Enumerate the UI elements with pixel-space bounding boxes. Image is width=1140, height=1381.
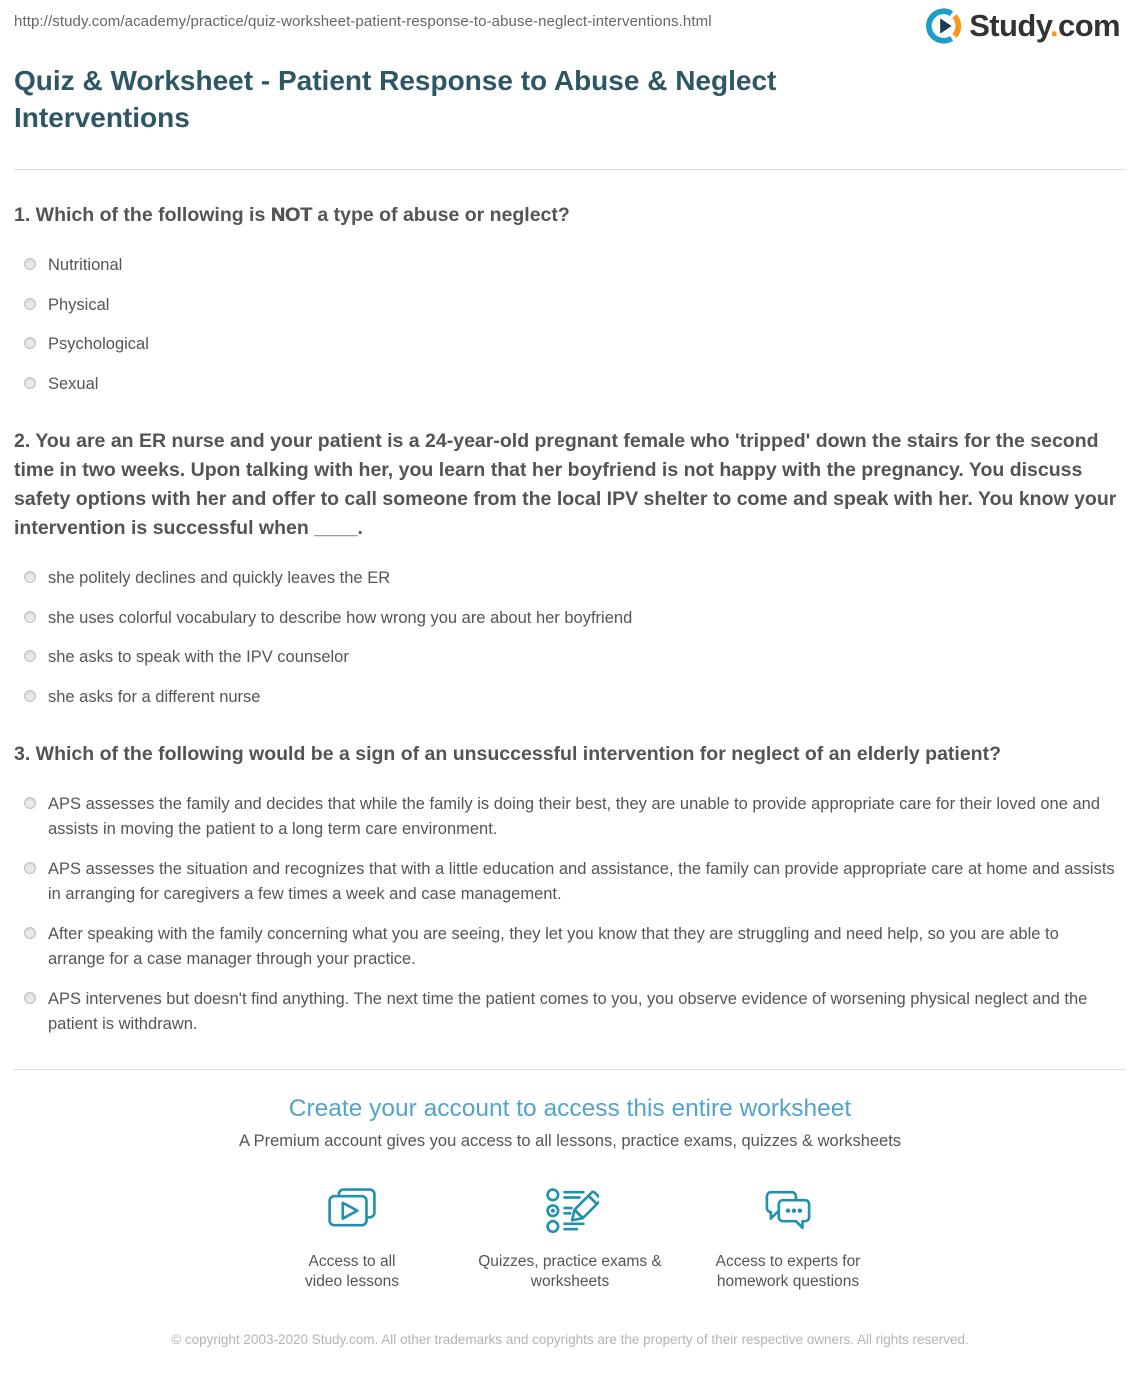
question-3-option-4[interactable]: APS intervenes but doesn't find anything. The next time the patient comes to you, you observe evidence of worsening physical neglect and the patient is withdrawn.	[24, 987, 1126, 1036]
radio-button[interactable]	[24, 690, 36, 702]
question-3-option-3[interactable]: After speaking with the family concerning what you are seeing, they let you know that they are struggling and need help, so you are able to arrange for a case manager through your practice.	[24, 922, 1126, 971]
page-footer	[14, 1331, 1126, 1381]
radio-button[interactable]	[24, 797, 36, 809]
radio-button[interactable]	[24, 298, 36, 310]
logo-dot: .	[1050, 8, 1059, 43]
not-emphasis: NOT	[270, 204, 312, 226]
question-1-heading: 1. Which of the following is NOT a type of abuse or neglect?	[14, 204, 570, 226]
radio-button[interactable]	[24, 258, 36, 270]
quiz-worksheet-icon	[541, 1183, 599, 1241]
studycom-logo[interactable]	[925, 7, 1120, 45]
radio-button[interactable]	[24, 611, 36, 623]
radio-button[interactable]	[24, 992, 36, 1004]
question-2-option-2[interactable]: she uses colorful vocabulary to describe how wrong you are about her boyfriend	[24, 606, 1126, 631]
question-3-heading: 3. Which of the following would be a sign of an unsuccessful intervention for neglect of an elderly patient?	[14, 743, 1001, 765]
question-3-options	[14, 792, 1126, 1036]
divider-top	[14, 169, 1126, 170]
feature-label: Access to all video lessons	[305, 1253, 399, 1290]
question-1-option-3[interactable]: Psychological	[24, 332, 1126, 357]
signup-title: Create your account to access this entire worksheet	[288, 1095, 852, 1122]
studycom-play-icon	[925, 7, 963, 45]
feature-label: Quizzes, practice exams & worksheets	[478, 1253, 662, 1290]
question-3-option-1[interactable]: APS assesses the family and decides that while the family is doing their best, they are unable to provide appropriate care for their loved one and assists in moving the patient to a long term care environment.	[24, 792, 1126, 841]
radio-button[interactable]	[24, 862, 36, 874]
question-3-option-2[interactable]: APS assesses the situation and recognizes that with a little education and assistance, the family can provide appropriate care at home and assists in arranging for caregivers a few times a week and case management.	[24, 857, 1126, 906]
video-lessons-icon	[323, 1183, 381, 1241]
copyright-text: © copyright 2003-2020 Study.com. All other trademarks and copyrights are the property of their respective owners. All rights reserved.	[171, 1332, 969, 1347]
feature-quizzes-worksheets	[461, 1183, 679, 1291]
chat-experts-icon	[759, 1183, 817, 1241]
studycom-wordmark: Study.com	[969, 8, 1120, 43]
feature-row	[14, 1183, 1126, 1291]
feature-video-lessons	[243, 1183, 461, 1291]
question-2-options	[14, 566, 1126, 709]
question-1-options	[14, 253, 1126, 396]
radio-button[interactable]	[24, 927, 36, 939]
question-3	[14, 740, 1126, 1036]
page-title: Quiz & Worksheet - Patient Response to Abuse & Neglect Interventions	[14, 65, 777, 133]
radio-button[interactable]	[24, 650, 36, 662]
question-2-option-4[interactable]: she asks for a different nurse	[24, 685, 1126, 710]
feature-label: Access to experts for homework questions	[715, 1253, 861, 1290]
question-1-option-4[interactable]: Sexual	[24, 372, 1126, 397]
question-2-option-1[interactable]: she politely declines and quickly leaves the ER	[24, 566, 1126, 591]
signup-subtitle: A Premium account gives you access to all lessons, practice exams, quizzes & worksheets	[238, 1132, 902, 1150]
radio-button[interactable]	[24, 337, 36, 349]
radio-button[interactable]	[24, 377, 36, 389]
question-2-heading: 2. You are an ER nurse and your patient is a 24-year-old pregnant female who 'tripped' down the stairs for the second time in two weeks. Upon talking with her, you learn that her boyfriend is not happy with the pregnancy. You discuss safety options with her and offer to call someone from the local IPV shelter to come and speak with her. You know your intervention is successful when ____.	[14, 430, 1117, 539]
question-1-option-2[interactable]: Physical	[24, 293, 1126, 318]
feature-expert-help	[679, 1183, 897, 1291]
radio-button[interactable]	[24, 571, 36, 583]
signup-band	[14, 1095, 1126, 1291]
divider-bottom	[14, 1069, 1126, 1070]
question-1-option-1[interactable]: Nutritional	[24, 253, 1126, 278]
page-url: http://study.com/academy/practice/quiz-worksheet-patient-response-to-abuse-neglect-interventions.html	[14, 13, 712, 30]
question-2	[14, 427, 1126, 709]
question-2-option-3[interactable]: she asks to speak with the IPV counselor	[24, 645, 1126, 670]
question-1	[14, 201, 1126, 396]
